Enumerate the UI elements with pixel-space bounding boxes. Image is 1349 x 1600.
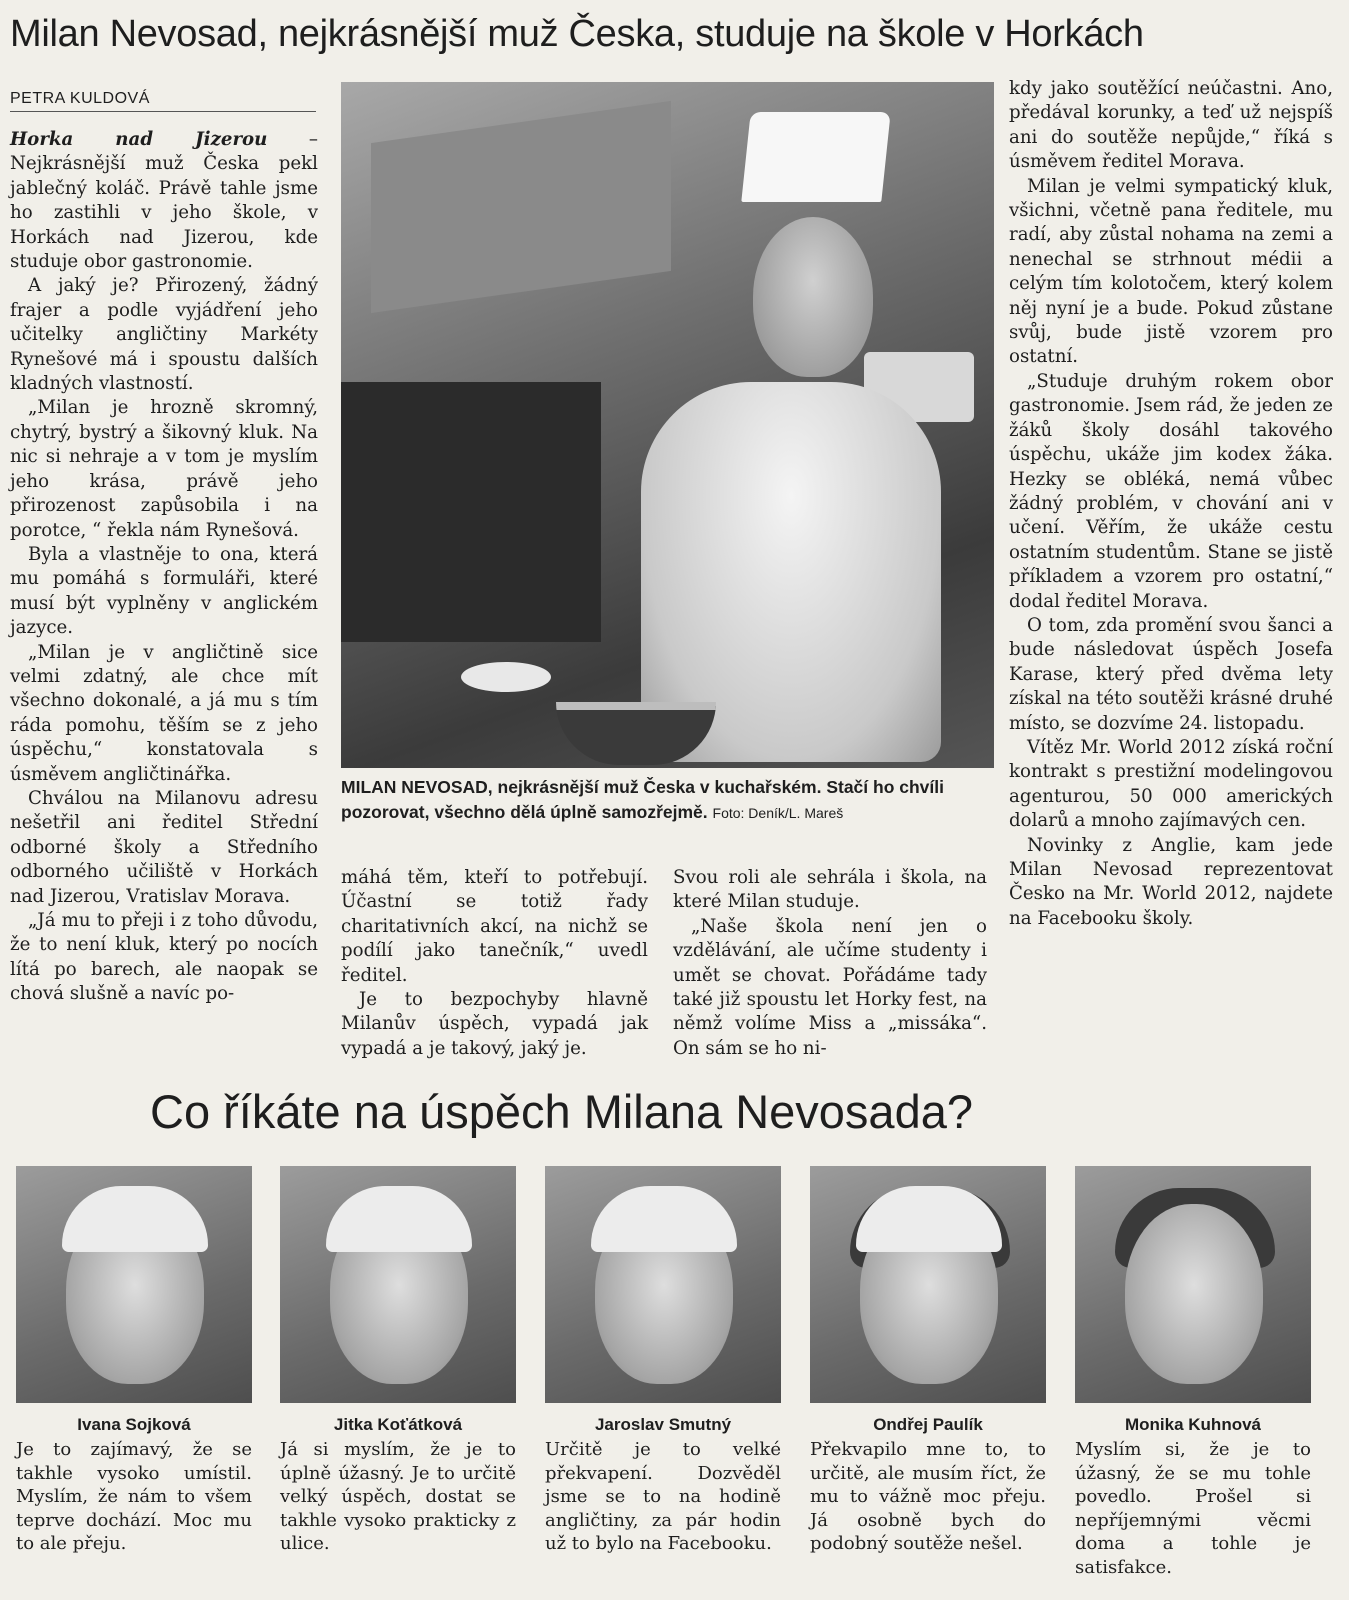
paragraph: Svou roli ale sehrála i škola, na které Milan studuje. <box>673 867 987 913</box>
person-quote: Myslím si, že je to úžasný, že se mu tohle povedlo. Prošel si nepříjemnými věcmi doma a tohle je satisfakce. <box>1075 1439 1311 1578</box>
person-quote: Je to zajímavý, že se takhle vysoko umístil. Myslím, že nám to všem teprve dochází. Moc mu to ale přeju. <box>16 1439 252 1555</box>
survey-title: Co říkáte na úspěch Milana Nevosada? <box>150 1085 973 1138</box>
paragraph: Byla a vlastněje to ona, která mu pomáhá s formuláři, které musí být vyplněny v anglickém jazyce. <box>10 543 318 639</box>
article-column-right <box>1009 77 1333 1067</box>
paragraph: A jaký je? Přirozený, žádný frajer a podle vyjádření jeho učitelky angličtiny Markéty Rynešové má i spoustu dalších kladných vlastností. <box>10 275 318 395</box>
caption-text: MILAN NEVOSAD, nejkrásnější muž Česka v kuchařském. Stačí ho chvíli pozorovat, všechno dělá úplně samozřejmě. <box>341 777 944 822</box>
article-column-2 <box>341 866 648 1066</box>
hairnet <box>62 1186 208 1252</box>
photo-credit: Foto: Deník/L. Mareš <box>712 805 844 821</box>
portrait-photo <box>1075 1166 1311 1403</box>
paragraph: Milan je velmi sympatický kluk, všichni, včetně pana ředitele, mu radí, aby zůstal nohama na zemi a nenechal se strhnout médii a celým tím kolotočem, který kolem něj nyní je a bude. Pokud zůstane svůj, bude jistě vzorem pro ostatní. <box>1009 175 1333 368</box>
portrait-photo <box>810 1166 1046 1403</box>
lead-text: – Nejkrásnější muž Česka pekl jablečný koláč. Právě tahle jsme ho zastihli v jeho škole, v Horkách nad Jizerou, kde studuje obor gastronomie. <box>10 129 318 273</box>
lead-paragraph <box>10 128 318 274</box>
kitchen-hood <box>371 101 671 313</box>
article-column-3 <box>673 866 987 1066</box>
person-name: Ondřej Paulík <box>873 1415 983 1434</box>
survey-person <box>16 1166 252 1556</box>
paragraph: „Milan je hrozně skromný, chytrý, bystrý a šikovný kluk. Na nic si nehraje a v tom je myslím jeho krása, právě jeho přirozenost zapůsobila i na porotce, “ řekla nám Rynešová. <box>10 397 318 541</box>
person-name: Monika Kuhnová <box>1124 1415 1261 1434</box>
survey-person <box>1075 1166 1311 1580</box>
dateline-place: Horka nad Jizerou <box>10 129 268 150</box>
paragraph: Je to bezpochyby hlavně Milanův úspěch, vypadá jak vypadá a je takový, jaký je. <box>341 989 648 1059</box>
survey-person <box>280 1166 516 1556</box>
paragraph: „Já mu to přeji i z toho důvodu, že to není kluk, který po nocích lítá po barech, ale naopak se chová slušně a navíc po- <box>10 910 318 1005</box>
paragraph: „Naše škola není jen o vzdělávání, ale učíme studenty i umět se chovat. Pořádáme tady také již spoustu let Horky fest, na němž volíme Miss a „missáka“. On sám se ho ni- <box>673 915 987 1059</box>
paragraph: Vítěz Mr. World 2012 získá roční kontrakt s prestižní modelingovou agenturou, 50 000 amerických dolarů a mnoho zajímavých cen. <box>1009 736 1333 832</box>
paragraph: kdy jako soutěžící neúčastni. Ano, předával korunky, a teď už nejspíš ani do soutěže nepůjde,“ říká s úsměvem ředitel Morava. <box>1009 78 1333 173</box>
paragraph: Chválou na Milanovu adresu nešetřil ani ředitel Střední odborné školy a Středního odborného učiliště v Horkách nad Jizerou, Vratislav Morava. <box>10 787 318 907</box>
plate <box>461 662 551 692</box>
oven <box>341 382 601 642</box>
person-quote: Určitě je to velké překvapení. Dozvěděl jsme se to na hodině angličtiny, za pár hodin už to bylo na Facebooku. <box>545 1439 781 1555</box>
paragraph: Novinky z Anglie, kam jede Milan Nevosad reprezentovat Česko na Mr. World 2012, najdete na Facebooku školy. <box>1009 834 1333 929</box>
face <box>1125 1204 1263 1384</box>
person-name: Jitka Koťátková <box>333 1415 463 1434</box>
paragraph: „Studuje druhým rokem obor gastronomie. Jsem rád, že jeden ze žáků školy dosáhl takového úspěchu, ukáže jim kodex žáka. Hezky se obléká, nemá vůbec žádný problém, v chování ani v učení. Věřím, že ukáže cestu ostatním studentům. Stane se jistě příkladem a vzorem pro ostatní,“ dodal ředitel Morava. <box>1009 370 1333 612</box>
paragraph: O tom, zda promění svou šanci a bude následovat úspěch Josefa Karase, který před dvěma lety získal na této soutěži krásné druhé místo, se dozvíme 24. listopadu. <box>1009 614 1333 734</box>
paragraph: „Milan je v angličtině sice velmi zdatný, ale chce mít všechno dokonalé, a já mu s tím ráda pomohu, těším se z jeho úspěchu,“ konstatovala s úsměvem angličtinářka. <box>10 641 318 785</box>
chef-face <box>753 217 873 377</box>
hairnet <box>326 1186 472 1252</box>
photo-caption <box>341 775 1001 826</box>
person-name: Jaroslav Smutný <box>594 1415 732 1434</box>
portrait-photo <box>280 1166 516 1403</box>
headline: Milan Nevosad, nejkrásnější muž Česka, studuje na škole v Horkách <box>10 13 1144 55</box>
portrait-photo <box>545 1166 781 1403</box>
survey-person <box>545 1166 781 1556</box>
paper-hat <box>591 1186 737 1252</box>
person-quote: Já si myslím, že je to úplně úžasný. Je to určitě velký úspěch, dostat se takhle vysoko prakticky z ulice. <box>280 1439 516 1555</box>
person-quote: Překvapilo mne to, to určitě, ale musím říct, že mu to vážně moc přeju. Já osobně bych do podobný soutěže nešel. <box>810 1439 1046 1555</box>
main-photo-chef <box>341 82 994 768</box>
chef-hat <box>741 112 890 202</box>
portrait-photo <box>16 1166 252 1403</box>
survey-person <box>810 1166 1046 1556</box>
paper-hat <box>856 1186 1002 1252</box>
person-name: Ivana Sojková <box>77 1415 191 1434</box>
paragraph: máhá těm, kteří to potřebují. Účastní se totiž řady charitativních akcí, na nichž se podílí jako tanečník,“ uvedl ředitel. <box>341 867 648 986</box>
byline: PETRA KULDOVÁ <box>10 90 316 112</box>
article-column-1 <box>10 128 318 1073</box>
